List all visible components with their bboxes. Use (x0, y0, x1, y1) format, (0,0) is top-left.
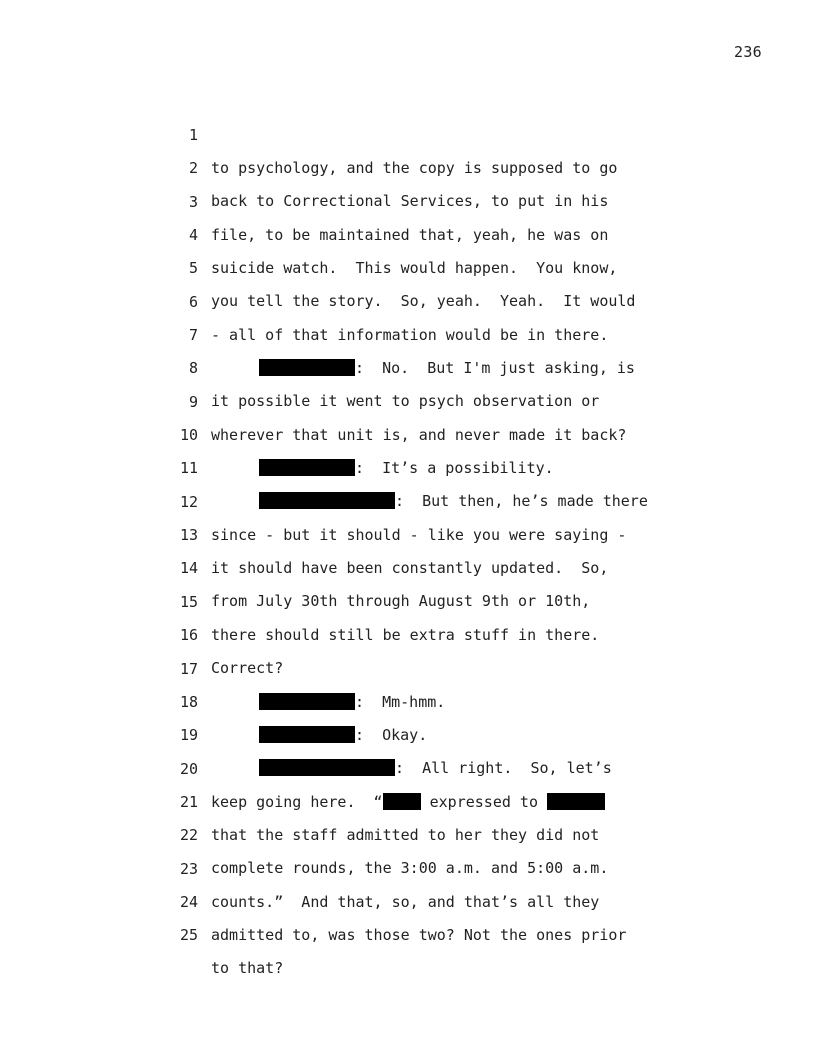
line-number: 3 (188, 193, 198, 211)
line-text-part: expressed to (420, 793, 548, 811)
line-number: 12 (179, 493, 198, 511)
speaker-text: : No. But I'm just asking, is (355, 359, 635, 377)
line-text: it possible it went to psych observation or (211, 392, 600, 410)
speaker-text: : Mm-hmm. (355, 693, 446, 711)
line-text-part: keep going here. “ (211, 793, 383, 811)
speaker-text: : But then, he’s made there (395, 492, 648, 510)
line-text: that the staff admitted to her they did not (211, 826, 600, 844)
redaction-block (259, 492, 395, 509)
line-number: 5 (188, 259, 198, 277)
line-text (259, 752, 612, 785)
line-number: 17 (179, 660, 198, 678)
redaction-block (259, 693, 355, 710)
speaker-text: : It’s a possibility. (355, 459, 554, 477)
speaker-text: : Okay. (355, 726, 428, 744)
line-number: 19 (179, 726, 198, 744)
line-text: since - but it should - like you were saying - (211, 526, 627, 544)
line-text: admitted to, was those two? Not the ones prior (211, 926, 627, 944)
redaction-block (259, 759, 395, 776)
line-text: complete rounds, the 3:00 a.m. and 5:00 a.m. (211, 859, 609, 877)
transcript-line (0, 86, 618, 177)
line-number: 24 (179, 893, 198, 911)
line-text (259, 719, 427, 752)
line-text: - all of that information would be in there. (211, 326, 609, 344)
line-text: to psychology, and the copy is supposed to go (211, 159, 618, 177)
line-text: wherever that unit is, and never made it back? (211, 426, 627, 444)
line-number: 14 (179, 559, 198, 577)
line-number: 2 (188, 159, 198, 177)
redaction-block (547, 793, 605, 810)
line-text (259, 686, 445, 719)
line-text: to that? (211, 959, 284, 977)
line-text: Correct? (211, 659, 284, 677)
redaction-block (383, 793, 421, 810)
line-number: 7 (188, 326, 198, 344)
line-number: 25 (179, 926, 198, 944)
line-number: 4 (188, 226, 198, 244)
line-text: there should still be extra stuff in there. (211, 626, 600, 644)
line-text: you tell the story. So, yeah. Yeah. It would (211, 292, 636, 310)
page-number: 236 (734, 43, 762, 61)
line-number: 15 (179, 593, 198, 611)
line-number: 9 (188, 393, 198, 411)
line-text: it should have been constantly updated. So, (211, 559, 609, 577)
line-text: back to Correctional Services, to put in his (211, 192, 609, 210)
line-number: 10 (179, 426, 198, 444)
line-number: 11 (179, 459, 198, 477)
line-number: 22 (179, 826, 198, 844)
line-text: counts.” And that, so, and that’s all they (211, 893, 600, 911)
line-number: 18 (179, 693, 198, 711)
line-text (211, 786, 605, 819)
line-number: 20 (179, 760, 198, 778)
line-number: 21 (179, 793, 198, 811)
line-text: from July 30th through August 9th or 10th, (211, 592, 591, 610)
redaction-block (259, 459, 355, 476)
speaker-text: : All right. So, let’s (395, 759, 612, 777)
line-text: suicide watch. This would happen. You know, (211, 259, 618, 277)
line-number: 6 (188, 293, 198, 311)
line-number: 8 (188, 359, 198, 377)
line-text (259, 452, 554, 485)
redaction-block (259, 359, 355, 376)
redaction-block (259, 726, 355, 743)
line-text (259, 485, 648, 518)
line-number: 1 (188, 126, 198, 144)
line-number: 13 (179, 526, 198, 544)
line-number: 16 (179, 626, 198, 644)
line-number: 23 (179, 860, 198, 878)
line-text: file, to be maintained that, yeah, he was on (211, 226, 609, 244)
line-text (259, 352, 635, 385)
